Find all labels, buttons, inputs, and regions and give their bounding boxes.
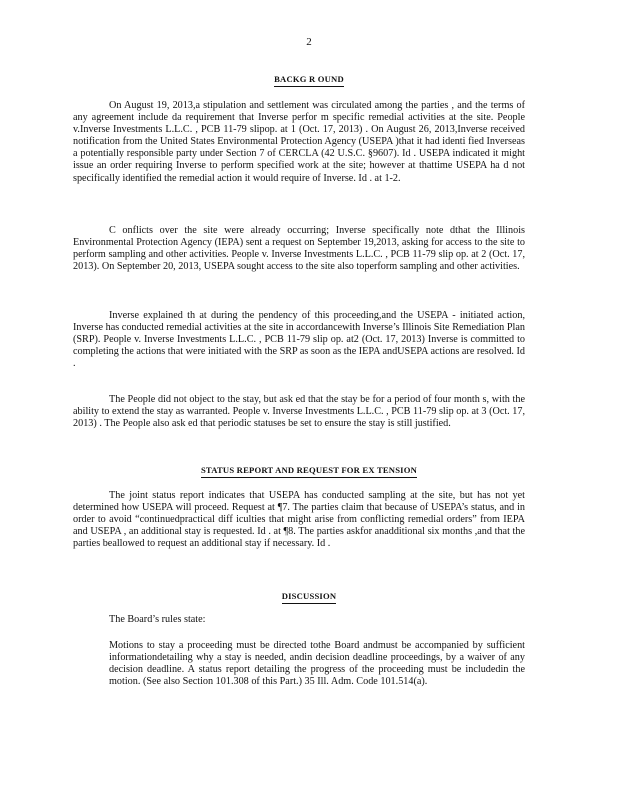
page-number: 2: [306, 36, 312, 48]
paragraph-text: C onflicts over the site were already occurring; Inverse specifically note dthat the Illinois Environmental Protection Agency (IEPA) sent a request on September 19,2013, asking for access to the site to perform sampling and other activities. People v. Inverse Investments L.L.C. , PCB 11-79 slip op. at 2 (Oct. 17, 2013). On September 20, 2013, USEPA sought access to the site also toperform sampling and other activities.: [73, 225, 525, 273]
paragraph-joint-status: [73, 490, 525, 550]
quote-text: Motions to stay a proceeding must be directed tothe Board andmust be accompanied by sufficient informationdetailing why a stay is needed, andin decision deadline proceedings, by a waiver of any decision deadline. A status report detailing the progress of the proceeding must be includedin the motion. (See also Section 101.308 of this Part.) 35 Ill. Adm. Code 101.514(a).: [109, 640, 525, 688]
heading-discussion: [0, 590, 618, 604]
paragraph-inverse-explained: [73, 310, 525, 370]
paragraph-board-rules: [73, 614, 525, 626]
block-quote-rule: [109, 640, 525, 688]
heading-background: [0, 73, 618, 87]
paragraph-text: On August 19, 2013,a stipulation and settlement was circulated among the parties , and the terms of any agreement include da requirement that Inverse perfor m specific remedial activities at the site. People v.Inverse Investments L.L.C. , PCB 11-79 slipop. at 1 (Oct. 17, 2013) . On August 26, 2013,Inverse received notification from the United States Environmental Protection Agency (USEPA )that it had identi fied Inverseas a potentially responsible party under Section 7 of CERCLA (42 U.S.C. §9607). Id . USEPA indicated it might issue an order requiring Inverse to perform specified work at the site; however at thattime USEPA ha d not specifically identified the remedial action it would require of Inverse. Id . at 1-2.: [73, 100, 525, 184]
paragraph-text: The People did not object to the stay, but ask ed that the stay be for a period of four month s, with the ability to extend the stay as warranted. People v. Inverse Investments L.L.C. , PCB 11-79 slip op. at 3 (Oct. 17, 2013) . The People also ask ed that periodic statuses be set to ensure the stay is still justified.: [73, 394, 525, 430]
heading-discussion-text: DISCUSSION: [282, 590, 337, 604]
heading-status-report: [0, 464, 618, 478]
paragraph-conflicts: [73, 225, 525, 273]
paragraph-people-request: [73, 394, 525, 430]
heading-background-text: BACKG R OUND: [274, 73, 344, 87]
paragraph-text: Inverse explained th at during the pendency of this proceeding,and the USEPA - initiated action, Inverse has conducted remedial activities at the site in accordancewith Inverse’s Illinois Site Remediation Plan (SRP). People v. Inverse Investments L.L.C. , PCB 11-79 slip op. at2 (Oct. 17, 2013) Inverse is committed to completing the actions that were initiated with the SRP as soon as the IEPA andUSEPA actions are resolved. Id .: [73, 310, 525, 370]
heading-status-report-text: STATUS REPORT AND REQUEST FOR EX TENSION: [201, 464, 417, 478]
paragraph-stipulation: [73, 100, 525, 185]
paragraph-text: The Board’s rules state:: [109, 614, 206, 625]
paragraph-text: The joint status report indicates that USEPA has conducted sampling at the site, but has not yet determined how USEPA will proceed. Request at ¶7. The parties claim that because of USEPA’s status, and in order to avoid “continuedpractical diff iculties that might arise from conflicting remedial orders” from IEPA and USEPA , an additional stay is requested. Id . at ¶8. The parties askfor anadditional six months ,and that the parties beallowed to request an additional stay if necessary. Id .: [73, 490, 525, 550]
